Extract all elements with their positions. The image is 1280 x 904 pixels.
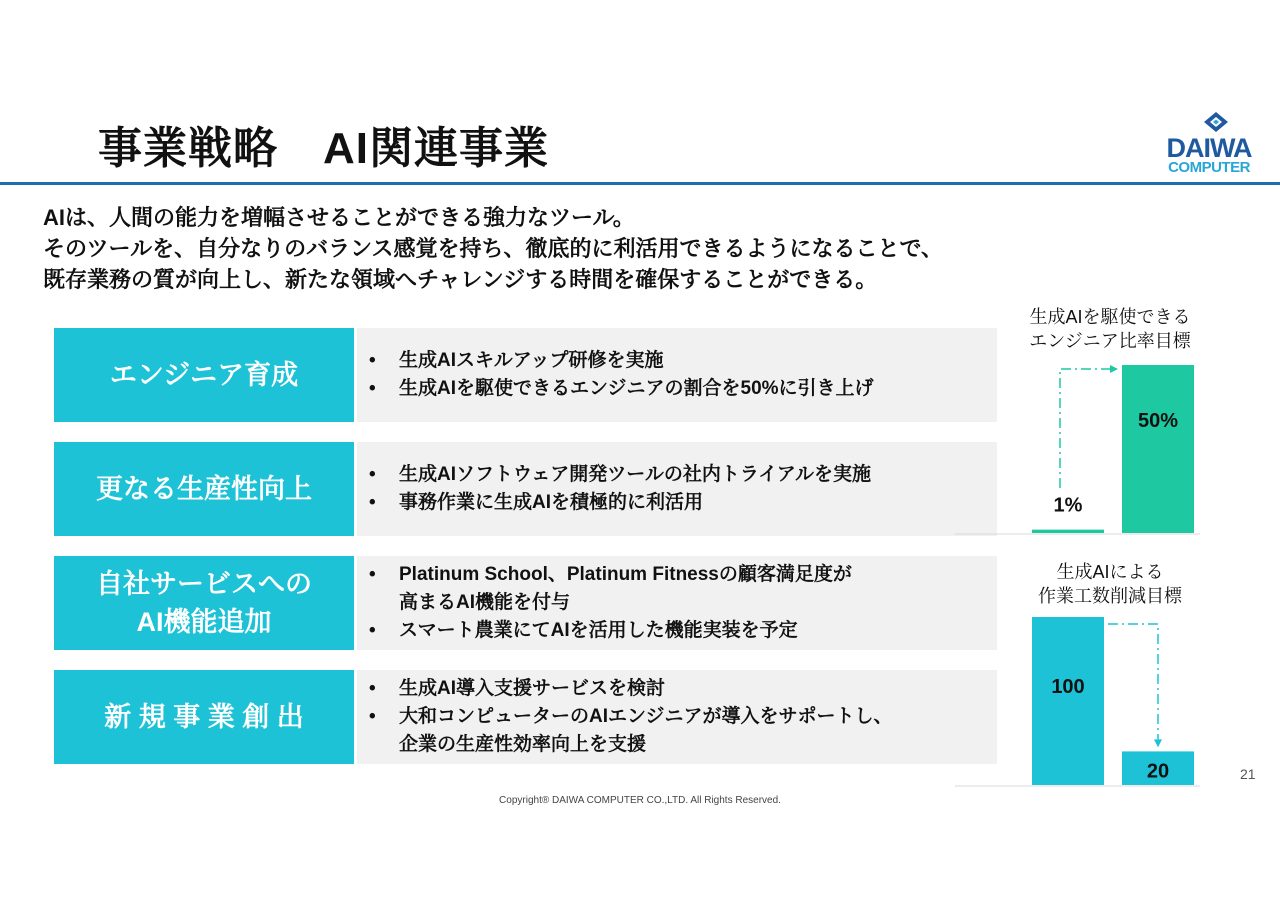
row-label-line: AI機能追加 <box>136 607 272 637</box>
bullet-dot: • <box>369 620 376 641</box>
copyright-footer: Copyright® DAIWA COMPUTER CO.,LTD. All Rights Reserved. <box>499 795 781 806</box>
chart-bar <box>1032 617 1104 785</box>
intro-line: 既存業務の質が向上し、新たな領域へチャレンジする時間を確保することができる。 <box>43 267 878 292</box>
logo-mark: DAIWA <box>1166 133 1252 163</box>
bullet-item: • 生成AIソフトウェア開発ツールの社内トライアルを実施 <box>369 461 997 489</box>
bullet-dot: • <box>369 464 376 485</box>
chart-arrow-line <box>1060 369 1116 488</box>
row-bullets <box>357 442 997 536</box>
chart-title-line: 生成AIによる <box>1056 562 1164 582</box>
row-bullets <box>357 556 997 650</box>
engineer-ratio-chart <box>955 355 1200 540</box>
chart-bar <box>1032 530 1104 533</box>
title-divider <box>0 182 1280 185</box>
page-title: 事業戦略 AI関連事業 <box>98 124 549 173</box>
chart-title-line: 作業工数削減目標 <box>1038 586 1182 606</box>
page-number: 21 <box>1240 766 1256 782</box>
row-label <box>54 556 354 650</box>
logo-subtext: COMPUTER <box>1168 159 1250 176</box>
chart-arrowhead <box>1154 739 1162 747</box>
chart-bar <box>1122 365 1194 533</box>
row-bullets <box>357 670 997 764</box>
bullet-item: • 生成AIスキルアップ研修を実施 <box>369 347 997 375</box>
row-label-line: エンジニア育成 <box>109 360 299 390</box>
bullet-item: • スマート農業にてAIを活用した機能実装を予定 <box>369 617 997 645</box>
row-label <box>54 670 354 764</box>
bullet-dot: • <box>369 564 376 585</box>
bullet-dot: • <box>369 378 376 399</box>
row-label-line: 自社サービスへの <box>96 569 312 599</box>
row-label <box>54 442 354 536</box>
chart-title <box>1000 560 1220 608</box>
row-label <box>54 328 354 422</box>
workload-reduction-chart <box>955 612 1200 790</box>
chart-arrow-line <box>1108 624 1158 739</box>
chart-title-line: エンジニア比率目標 <box>1029 331 1191 351</box>
chart-value-label: 100 <box>1051 676 1085 698</box>
bullet-dot: • <box>369 678 376 699</box>
chart-value-label: 20 <box>1146 760 1170 783</box>
chart-value-label: 1% <box>1053 494 1083 517</box>
company-logo <box>1158 110 1260 176</box>
intro-line: AIは、人間の能力を増幅させることができる強力なツール。 <box>43 205 635 230</box>
bullet-dot: • <box>369 492 376 513</box>
intro-line: そのツールを、自分なりのバランス感覚を持ち、徹底的に利活用できるようになることで、 <box>43 236 944 261</box>
row-bullets <box>357 328 997 422</box>
bullet-item: • Platinum School、Platinum Fitnessの顧客満足度が 高まるAI機能を付与 <box>369 561 997 617</box>
chart-arrowhead <box>1110 365 1118 373</box>
chart-title-line: 生成AIを駆使できる <box>1029 307 1191 327</box>
bullet-item: • 事務作業に生成AIを積極的に利活用 <box>369 489 997 517</box>
row-label-line: 新 規 事 業 創 出 <box>104 702 304 732</box>
bullet-item: • 大和コンピューターのAIエンジニアが導入をサポートし、 企業の生産性効率向上を支援 <box>369 703 997 759</box>
bullet-item: • 生成AI導入支援サービスを検討 <box>369 675 997 703</box>
chart-value-label: 50% <box>1137 410 1179 432</box>
bullet-dot: • <box>369 706 376 727</box>
row-label-line: 更なる生産性向上 <box>96 474 312 504</box>
bullet-dot: • <box>369 350 376 371</box>
intro-text <box>43 202 1043 295</box>
bullet-item: • 生成AIを駆使できるエンジニアの割合を50%に引き上げ <box>369 375 997 403</box>
chart-title <box>1000 305 1220 353</box>
